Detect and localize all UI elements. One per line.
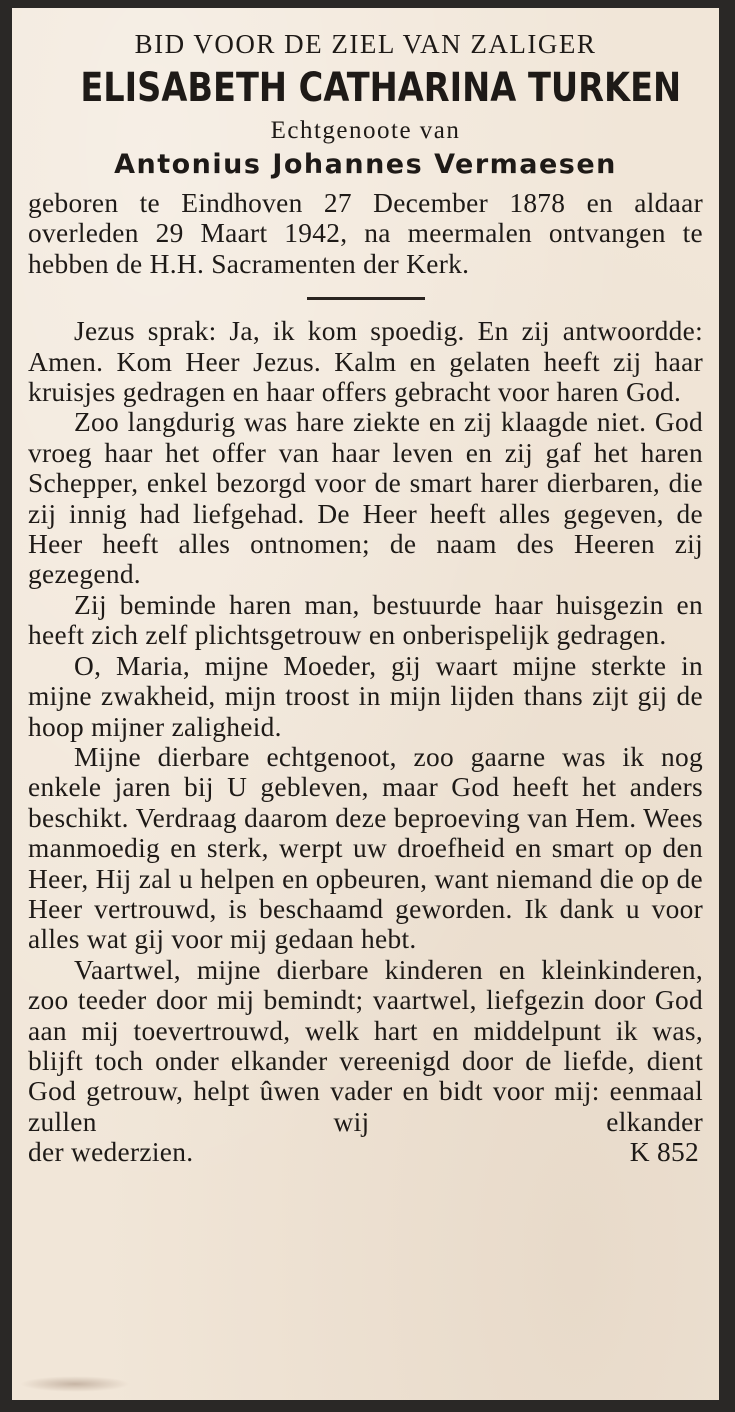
paper-stain: [20, 1376, 130, 1392]
farewell-paragraph: Vaartwel, mijne dierbare kinderen en kleinkinderen, zoo teeder door mij bemindt; vaartwel, liefgezin door God aan mij toevertrouwd, welk hart en middelpunt ik was, blijft toch onder elkander vereenigd door de liefde, dient God getrouw, helpt ûwen vader en bidt voor mij: eenmaal zullen wij elkander: [28, 954, 703, 1137]
prayer-card: [12, 8, 719, 1400]
heading-prayer-line: BID VOOR DE ZIEL VAN ZALIGER: [134, 29, 597, 59]
deceased-name: ELISABETH CATHARINA TURKEN: [80, 65, 682, 111]
text-paragraph: Zoo langdurig was hare ziekte en zij klaagde niet. God vroeg haar het offer van haar leven en zij gaf het haren Schepper, enkel bezorgd voor de smart harer dierbaren, die zij innig had liefgehad. De Heer heeft alles gegeven, de Heer heeft alles ontnomen; de naam des Heeren zij gezegend.: [28, 407, 703, 590]
catalog-number: K 852: [629, 1137, 699, 1168]
spouse-name: Antonius Johannes Vermaesen: [114, 149, 617, 180]
text-paragraph: Jezus sprak: Ja, ik kom spoedig. En zij antwoordde: Amen. Kom Heer Jezus. Kalm en gelaten heeft zij haar kruisjes gedragen en haar offers gebracht voor haren God.: [28, 316, 703, 408]
section-divider: [307, 297, 425, 300]
text-paragraph: O, Maria, mijne Moeder, gij waart mijne sterkte in mijne zwakheid, mijn troost in mijn lijden thans zijt gij de hoop mijner zaligheid.: [28, 650, 703, 742]
text-paragraph: Mijne dierbare echtgenoot, zoo gaarne was ik nog enkele jaren bij U gebleven, maar God heeft het anders beschikt. Verdraag daarom deze beproeving van Hem. Wees manmoedig en sterk, werpt uw droefheid en smart op den Heer, Hij zal u helpen en opbeuren, want niemand die op de Heer vertrouwd, is beschaamd geworden. Ik dank u voor alles wat gij voor mij gedaan hebt.: [28, 741, 703, 955]
relation-label: Echtgenoote van: [270, 117, 461, 144]
text-paragraph: Zij beminde haren man, bestuurde haar huisgezin en heeft zich zelf plichtsgetrouw en onberispelijk gedragen.: [28, 589, 703, 651]
farewell-last-words: der wederzien.: [28, 1137, 194, 1168]
closing-line: [26, 1137, 705, 1167]
biography-paragraph: geboren te Eindhoven 27 December 1878 en aldaar overleden 29 Maart 1942, na meermalen ontvangen te hebben de H.H. Sacramenten der Kerk.: [28, 188, 703, 279]
